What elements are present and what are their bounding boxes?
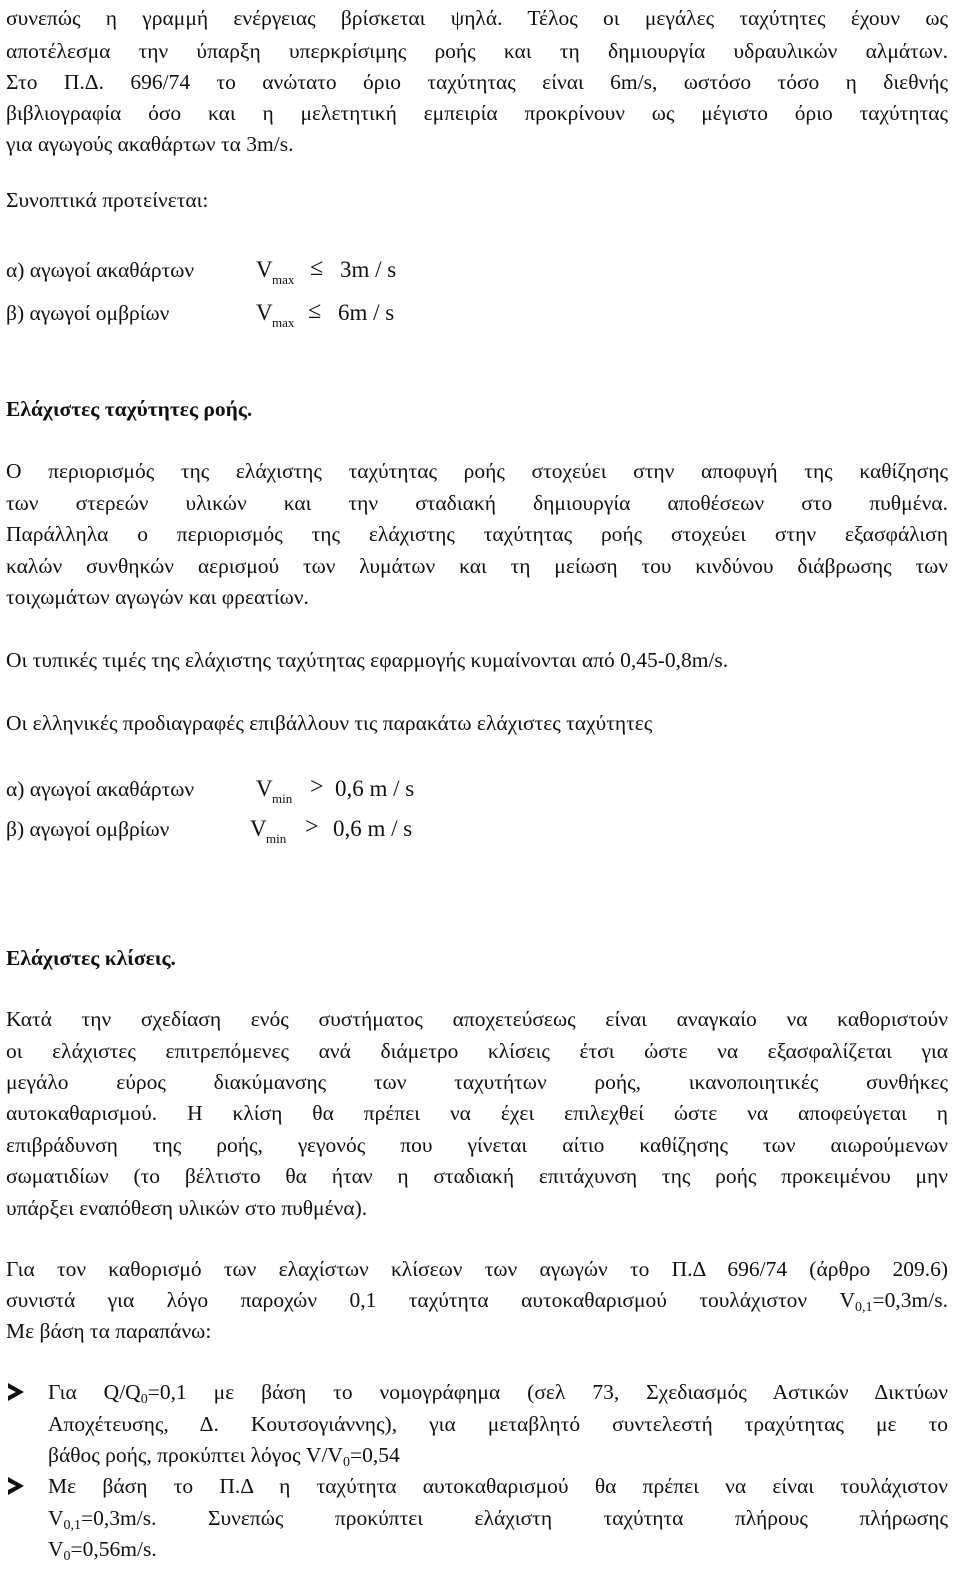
formula-symbol: V <box>250 816 267 841</box>
para-line: Ο περιορισμός της ελάχιστης ταχύτητας ροής στοχεύει στην αποφυγή της καθίζησης <box>6 459 948 483</box>
intro-line: βιβλιογραφία όσο και η μελετητική εμπειρία προκρίνουν ως μέγιστο όριο ταχύτητας <box>6 101 948 125</box>
section-heading-min-speeds: Ελάχιστες ταχύτητες ροής. <box>6 397 253 421</box>
formula-label: β) αγωγοί ομβρίων <box>6 817 170 841</box>
formula-subscript: max <box>272 315 295 330</box>
determination-line: συνιστά για λόγο παροχών 0,1 ταχύτητα αυτοκαθαρισμού τουλάχιστον $V_{0,1}=0,3m/s$. <box>6 1288 948 1315</box>
formula-symbol: V <box>256 257 273 282</box>
formula-symbol: V <box>256 776 273 801</box>
bullet-line: Αποχέτευσης, Δ. Κουτσογιάννης), για μεταβλητό συντελεστή τραχύτητας με το <box>48 1412 948 1436</box>
le-sign-icon: ≤ <box>310 255 324 281</box>
formula-label: α) αγωγοί ακαθάρτων <box>6 777 195 801</box>
formula-value: 3m / s <box>340 257 397 282</box>
bullet-line: Για $Q/Q_0=0,1$ με βάση το νομογράφημα (σελ 73, Σχεδιασμός Αστικών Δικτύων <box>48 1380 949 1407</box>
formula-subscript: max <box>272 272 295 287</box>
bullet-line: $V_0=0,56m/s$. <box>48 1537 157 1564</box>
para-line: Παράλληλα ο περιορισμός της ελάχιστης ταχύτητας ροής στοχεύει στην εξασφάλιση <box>6 522 948 546</box>
para-line: τοιχωμάτων αγωγών και φρεατίων. <box>6 585 309 609</box>
formula-value: 0,6 m / s <box>335 776 415 801</box>
para-line: σωματιδίων (το βέλτιστο θα ήταν η σταδιακή επιτάχυνση της ροής προκειμένου μην <box>6 1164 948 1188</box>
le-sign-icon: ≤ <box>308 298 322 324</box>
formula-subscript: min <box>272 791 293 806</box>
formula-label: α) αγωγοί ακαθάρτων <box>6 258 195 282</box>
determination-line: Με βάση τα παραπάνω: <box>6 1319 212 1343</box>
formula-label: β) αγωγοί ομβρίων <box>6 301 170 325</box>
formula-value: 6m / s <box>338 300 395 325</box>
formula-subscript: min <box>266 831 287 846</box>
para-line: μεγάλο εύρος διακύμανσης των ταχυτήτων ροής, ικανοποιητικές συνθήκες <box>6 1070 948 1094</box>
intro-line: αποτέλεσμα την ύπαρξη υπερκρίσιμης ροής και τη δημιουργία υδραυλικών αλμάτων. <box>6 39 948 63</box>
para-line: Κατά την σχεδίαση ενός συστήματος αποχετεύσεως είναι αναγκαίο να καθοριστούν <box>6 1007 948 1031</box>
greater-than-icon: > <box>310 774 324 800</box>
bullet-line: Με βάση το Π.Δ η ταχύτητα αυτοκαθαρισμού θα πρέπει να είναι τουλάχιστον <box>48 1474 948 1498</box>
greater-than-icon: > <box>305 814 319 840</box>
para-line: των στερεών υλικών και την σταδιακή δημιουργία αποθέσεων στο πυθμένα. <box>6 491 948 515</box>
bullet-line: βάθος ροής, προκύπτει λόγος $V/V_0=0,54$ <box>48 1443 400 1470</box>
typical-values-line: Οι τυπικές τιμές της ελάχιστης ταχύτητας εφαρμογής κυμαίνονται από 0,45-0,8m/s. <box>6 648 729 672</box>
intro-line: Στο Π.Δ. 696/74 το ανώτατο όριο ταχύτητας είναι 6m/s, ωστόσο τόσο η διεθνής <box>6 70 948 94</box>
bullet-line: $V_{0,1}=0,3m/s$. Συνεπώς προκύπτει ελάχιστη ταχύτητα πλήρους πλήρωσης <box>48 1506 948 1533</box>
formula-symbol: V <box>256 300 273 325</box>
arrowhead-bullet-icon <box>8 1477 24 1495</box>
para-line: επιβράδυνση της ροής, γεγονός που γίνεται αίτιο καθίζησης των αιωρούμενων <box>6 1133 948 1157</box>
formula-value: 0,6 m / s <box>333 816 413 841</box>
determination-line: Για τον καθορισμό των ελαχίστων κλίσεων των αγωγών το Π.Δ 696/74 (άρθρο 209.6) <box>6 1257 948 1281</box>
greek-specs-line: Οι ελληνικές προδιαγραφές επιβάλλουν τις παρακάτω ελάχιστες ταχύτητες <box>6 711 653 735</box>
intro-line: για αγωγούς ακαθάρτων τα 3m/s. <box>6 132 294 156</box>
section-heading-min-slopes: Ελάχιστες κλίσεις. <box>6 946 176 970</box>
para-line: οι ελάχιστες επιτρεπόμενες ανά διάμετρο κλίσεις έτσι ώστε να εξασφαλίζεται για <box>6 1039 948 1063</box>
para-line: καλών συνθηκών αερισμού των λυμάτων και τη μείωση του κινδύνου διάβρωσης των <box>6 554 948 578</box>
summary-label: Συνοπτικά προτείνεται: <box>6 188 209 212</box>
intro-line: συνεπώς η γραμμή ενέργειας βρίσκεται ψηλά. Τέλος οι μεγάλες ταχύτητες έχουν ως <box>6 6 948 30</box>
para-line: υπάρξει εναπόθεση υλικών στο πυθμένα). <box>6 1196 368 1220</box>
arrowhead-bullet-icon <box>8 1383 24 1401</box>
para-line: αυτοκαθαρισμού. Η κλίση θα πρέπει να έχει επιλεχθεί ώστε να αποφεύγεται η <box>6 1101 948 1125</box>
